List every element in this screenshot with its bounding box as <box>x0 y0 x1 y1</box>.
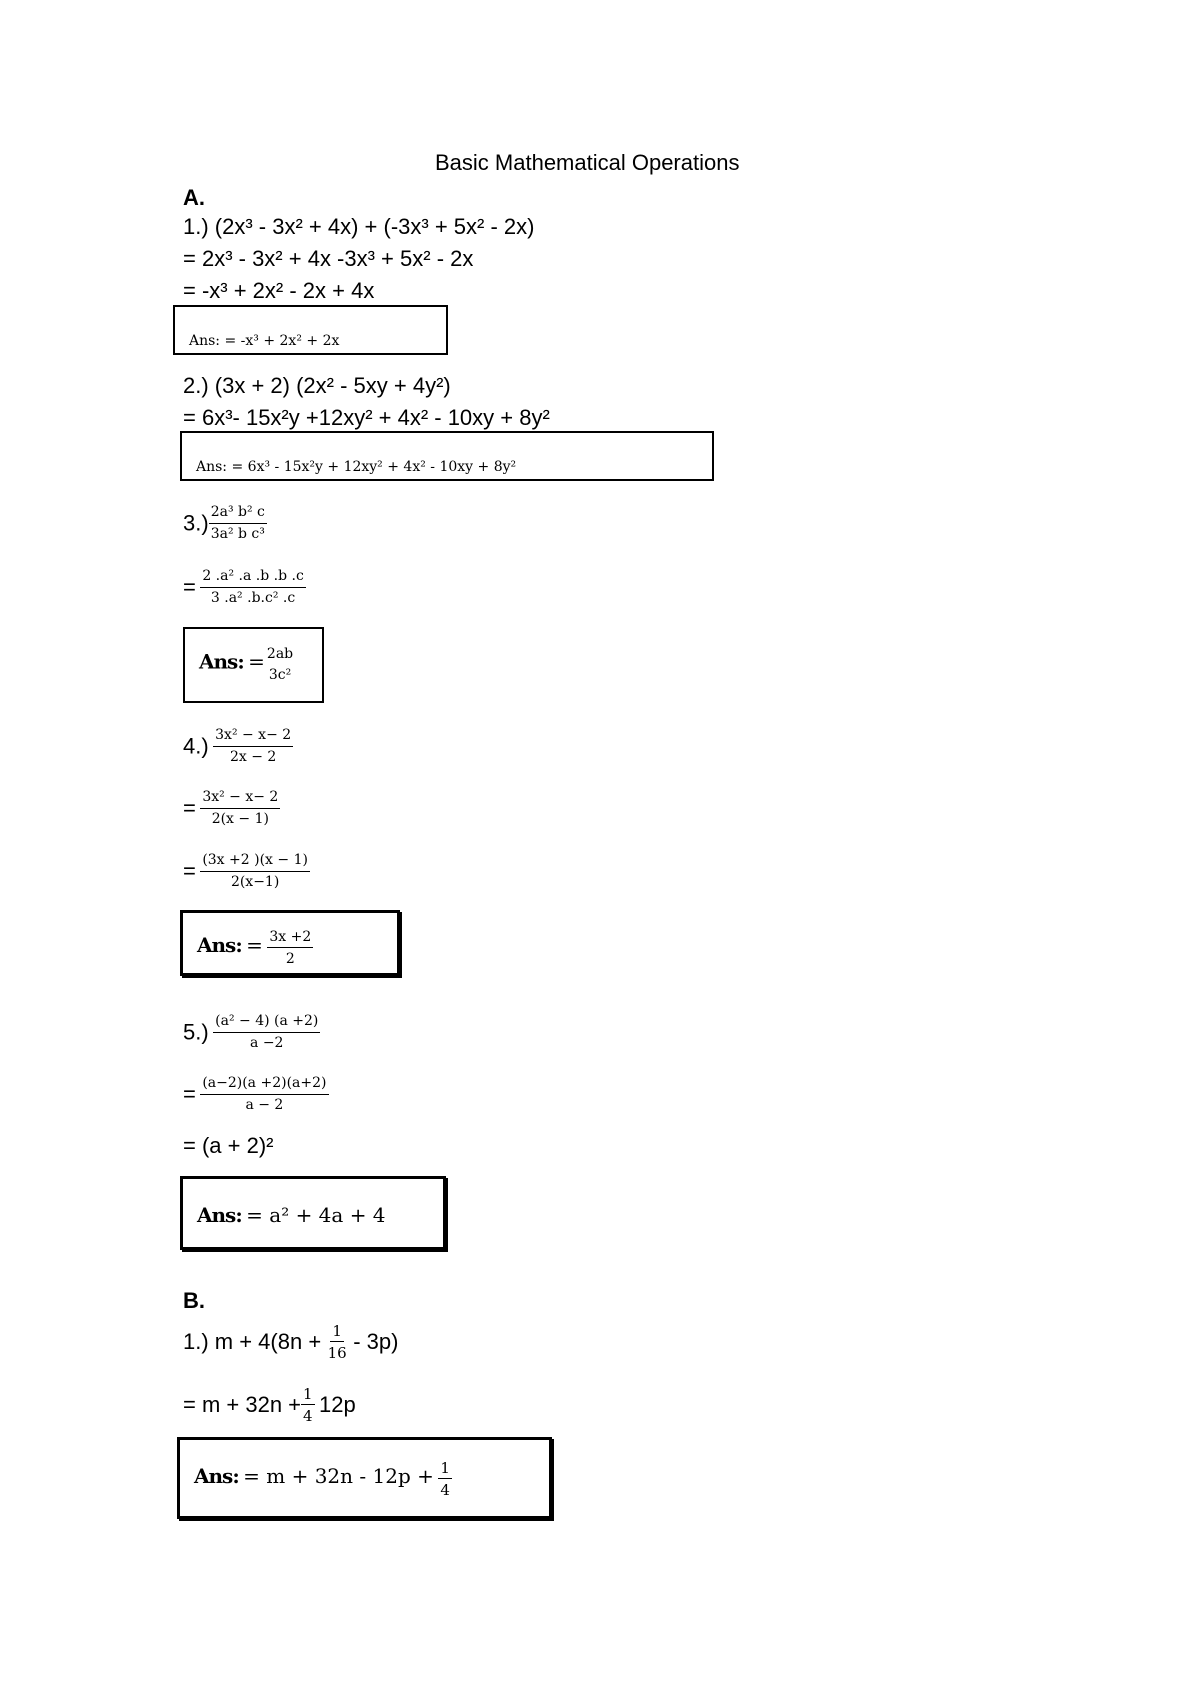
a4-step1 <box>183 789 280 828</box>
a4-answer-equals: = <box>246 933 263 958</box>
a3-question <box>183 504 267 543</box>
section-b-label: B. <box>183 1288 205 1313</box>
a3-answer-numerator: 2ab <box>266 646 294 662</box>
a4-question-fraction <box>213 727 293 766</box>
a4-answer-denominator: 2 <box>285 951 295 967</box>
a4-question <box>183 727 293 766</box>
a5-answer-value: = a² + 4a + 4 <box>246 1203 386 1227</box>
a5-step1 <box>183 1075 329 1114</box>
a4-step2-fraction <box>200 852 310 891</box>
a3-answer-equals: = <box>248 649 265 674</box>
a3-answer-label: Ans: <box>199 649 244 674</box>
b1-answer-denominator: 4 <box>440 1481 450 1499</box>
a4-step1-equals: = <box>183 795 196 821</box>
a4-question-numerator: 3x² − x− 2 <box>213 727 293 747</box>
a5-question-fraction <box>213 1013 320 1052</box>
b1-answer-value: = m + 32n - 12p + <box>243 1464 434 1489</box>
a4-prefix: 4.) <box>183 733 209 759</box>
b1-step <box>183 1385 356 1425</box>
a1-step2: = -x³ + 2x² - 2x + 4x <box>183 278 375 303</box>
a5-step2: = (a + 2)² <box>183 1133 274 1158</box>
b1-question-fraction <box>326 1322 349 1362</box>
a4-question-denominator: 2x − 2 <box>229 749 277 765</box>
b1-question-post: - 3p) <box>353 1329 399 1354</box>
b1-answer <box>194 1459 452 1499</box>
a1-answer-box <box>173 305 448 355</box>
a4-step2-denominator: 2(x−1) <box>230 874 280 890</box>
a3-answer-denominator: 3c² <box>268 667 292 683</box>
a5-answer <box>197 1203 386 1227</box>
a5-question-numerator: (a² − 4) (a +2) <box>213 1013 320 1033</box>
a3-step-denominator: 3 .a² .b.c² .c <box>210 590 296 606</box>
a2-answer-clipped: Ans: = 6x³ - 15x²y + 12xy² + 4x² - 10xy + 8y² <box>196 459 517 475</box>
a5-step1-fraction <box>200 1075 328 1114</box>
a2-question: 2.) (3x + 2) (2x² - 5xy + 4y²) <box>183 373 451 398</box>
a5-step1-denominator: a − 2 <box>245 1097 284 1113</box>
a3-step-equals: = <box>183 574 196 600</box>
a3-question-denominator: 3a² b c³ <box>210 526 265 542</box>
a1-step1: = 2x³ - 3x² + 4x -3x³ + 5x² - 2x <box>183 246 474 271</box>
b1-step-post: 12p <box>319 1392 356 1417</box>
a4-answer-label: Ans: <box>197 933 242 958</box>
b1-question <box>183 1322 398 1362</box>
a4-step2-numerator: (3x +2 )(x − 1) <box>200 852 310 872</box>
a1-question: 1.) (2x³ - 3x² + 4x) + (-3x³ + 5x² - 2x) <box>183 214 535 239</box>
b1-step-denominator: 4 <box>303 1407 313 1425</box>
a4-step1-fraction <box>200 789 280 828</box>
a1-answer-clipped: Ans: = -x³ + 2x² + 2x <box>189 333 340 349</box>
a3-question-numerator: 2a³ b² c <box>209 504 267 524</box>
a3-answer-fraction <box>265 645 295 684</box>
a4-answer <box>197 928 313 968</box>
section-a-label: A. <box>183 185 205 210</box>
a4-step2-equals: = <box>183 858 196 884</box>
a3-step <box>183 568 306 607</box>
a4-answer-numerator: 3x +2 <box>267 928 313 948</box>
b1-question-numerator: 1 <box>332 1322 342 1340</box>
b1-answer-fraction <box>438 1459 452 1499</box>
a5-step1-equals: = <box>183 1081 196 1107</box>
b1-step-numerator: 1 <box>303 1385 313 1403</box>
a5-prefix: 5.) <box>183 1019 209 1045</box>
b1-answer-label: Ans: <box>194 1464 239 1489</box>
a5-answer-label: Ans: <box>197 1203 242 1227</box>
a4-step1-numerator: 3x² − x− 2 <box>200 789 280 809</box>
a5-question <box>183 1013 320 1052</box>
a5-step1-numerator: (a−2)(a +2)(a+2) <box>200 1075 328 1095</box>
b1-step-pre: = m + 32n + <box>183 1392 302 1417</box>
a2-answer-box <box>180 431 714 481</box>
a4-step2 <box>183 852 310 891</box>
a5-answer-box <box>180 1176 446 1250</box>
b1-answer-numerator: 1 <box>440 1459 450 1477</box>
a2-step1: = 6x³- 15x²y +12xy² + 4x² - 10xy + 8y² <box>183 405 550 430</box>
a5-question-denominator: a −2 <box>250 1035 284 1051</box>
page-title: Basic Mathematical Operations <box>435 150 740 175</box>
a3-question-fraction <box>209 504 267 543</box>
b1-answer-box <box>177 1437 552 1519</box>
a3-step-numerator: 2 .a² .a .b .b .c <box>200 568 305 588</box>
a4-answer-fraction <box>267 928 313 968</box>
b1-question-pre: 1.) m + 4(8n + <box>183 1329 322 1354</box>
a4-step1-denominator: 2(x − 1) <box>211 811 269 827</box>
a3-answer <box>199 645 295 684</box>
a4-answer-box <box>180 910 400 976</box>
a3-prefix: 3.) <box>183 510 209 536</box>
a3-step-fraction <box>200 568 305 607</box>
b1-question-denominator: 16 <box>327 1344 347 1362</box>
a3-answer-box <box>183 627 324 703</box>
b1-step-fraction <box>301 1385 315 1425</box>
